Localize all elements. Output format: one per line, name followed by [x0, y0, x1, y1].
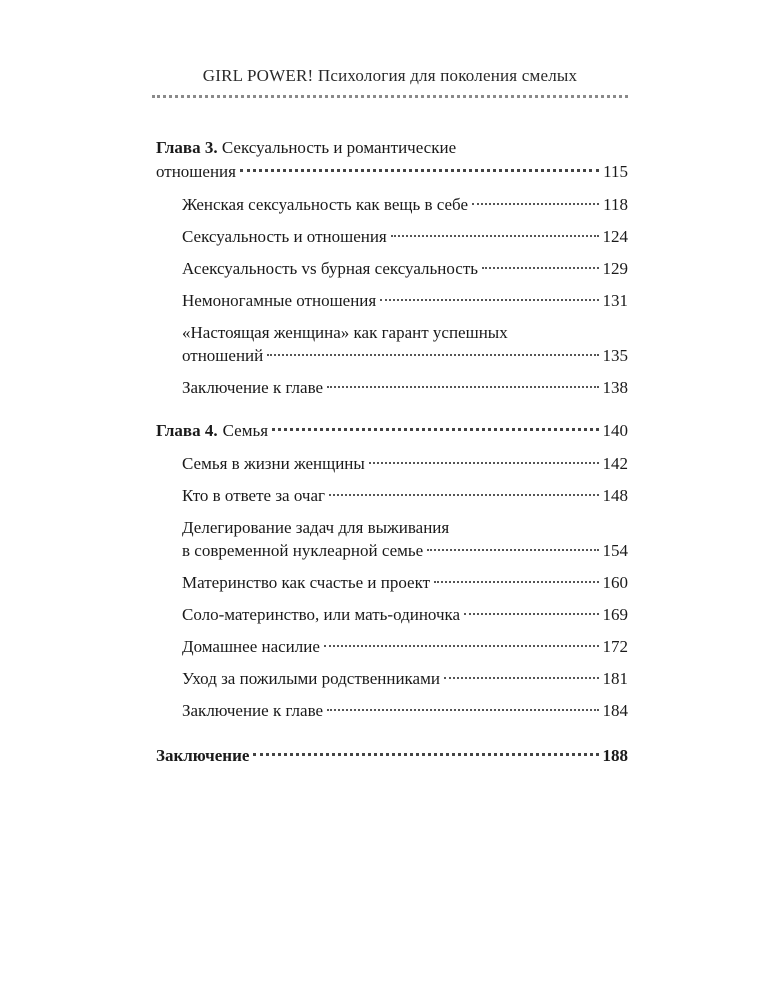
toc-entry-page: 135: [602, 346, 628, 365]
toc-entry-title: Немоногамные отношения: [182, 291, 377, 310]
chapter-4-title: Семья: [222, 421, 269, 440]
dot-leader: [391, 235, 599, 237]
header-dotted-rule: [152, 95, 628, 98]
chapter-3-title-line2[interactable]: [156, 160, 628, 184]
toc-entry[interactable]: [156, 571, 628, 594]
dot-leader: [472, 203, 599, 205]
conclusion-page: 188: [602, 746, 628, 765]
toc-entry-page: 169: [602, 605, 628, 624]
toc-entry-title: Семья в жизни женщины: [182, 454, 365, 473]
chapter-3-title-cont: отношения: [156, 162, 236, 181]
toc-entry[interactable]: [156, 699, 628, 722]
conclusion-section: [156, 744, 628, 768]
toc-entry-title-cont: отношений: [182, 346, 264, 365]
dot-leader: [369, 462, 599, 464]
toc-entry-page: 184: [602, 701, 628, 720]
chapter-3-label: Глава 3.: [156, 138, 218, 157]
toc-entry[interactable]: [156, 321, 628, 367]
dot-leader: [427, 549, 598, 551]
toc-entry-title: Сексуальность и отношения: [182, 227, 387, 246]
toc-entry-title: Делегирование задач для выживания: [182, 518, 450, 537]
dot-leader: [327, 386, 598, 388]
dot-leader: [444, 677, 599, 679]
dot-leader: [327, 709, 598, 711]
chapter-4-section: [156, 419, 628, 722]
toc-entry-page: 142: [602, 454, 628, 473]
toc-entry[interactable]: [156, 376, 628, 399]
toc-entry[interactable]: [156, 484, 628, 507]
toc-entry-page: 172: [602, 637, 628, 656]
toc-entry-title: «Настоящая женщина» как гарант успешных: [182, 323, 508, 342]
dot-leader: [240, 169, 599, 172]
toc-entry[interactable]: [156, 257, 628, 280]
toc-entry-page: 154: [602, 541, 628, 560]
toc-entry-title: Женская сексуальность как вещь в себе: [182, 195, 469, 214]
dot-leader: [329, 494, 599, 496]
dot-leader: [324, 645, 599, 647]
toc-entry-page: 148: [602, 486, 628, 505]
dot-leader: [464, 613, 598, 615]
chapter-3-section: [156, 136, 628, 399]
toc-entry-page: 181: [602, 669, 628, 688]
chapter-4-title-line[interactable]: [156, 419, 628, 443]
table-of-contents: [156, 136, 628, 782]
chapter-3-title-line1[interactable]: [156, 136, 628, 160]
dot-leader: [272, 428, 598, 431]
toc-entry-title: Асексуальность vs бурная сексуальность: [182, 259, 479, 278]
toc-entry-title: Заключение к главе: [182, 378, 324, 397]
chapter-4-page: 140: [602, 421, 628, 440]
conclusion-title: Заключение: [156, 746, 250, 765]
toc-entry-page: 138: [602, 378, 628, 397]
running-header: GIRL POWER! Психология для поколения смелых: [202, 66, 578, 85]
toc-entry[interactable]: [156, 289, 628, 312]
chapter-3-title: Сексуальность и романтические: [221, 138, 457, 157]
toc-entry[interactable]: [156, 667, 628, 690]
toc-entry[interactable]: [156, 516, 628, 562]
toc-entry-title-cont: в современной нуклеарной семье: [182, 541, 424, 560]
toc-entry-page: 124: [602, 227, 628, 246]
chapter-3-page: 115: [603, 162, 628, 181]
toc-entry[interactable]: [156, 452, 628, 475]
chapter-4-label: Глава 4.: [156, 421, 218, 440]
dot-leader: [253, 753, 598, 756]
toc-entry[interactable]: [156, 603, 628, 626]
toc-entry-page: 129: [602, 259, 628, 278]
dot-leader: [434, 581, 598, 583]
toc-entry-title: Материнство как счастье и проект: [182, 573, 431, 592]
toc-entry-page: 118: [603, 195, 628, 214]
dot-leader: [380, 299, 598, 301]
toc-entry-page: 160: [602, 573, 628, 592]
toc-entry[interactable]: [156, 225, 628, 248]
toc-entry-title: Уход за пожилыми родственниками: [182, 669, 440, 688]
toc-entry-title: Заключение к главе: [182, 701, 324, 720]
toc-entry[interactable]: [156, 635, 628, 658]
toc-entry-title: Соло-материнство, или мать-одиночка: [182, 605, 461, 624]
toc-entry-title: Домашнее насилие: [182, 637, 320, 656]
toc-entry-title: Кто в ответе за очаг: [182, 486, 325, 505]
toc-entry-page: 131: [602, 291, 628, 310]
dot-leader: [482, 267, 598, 269]
toc-entry[interactable]: [156, 193, 628, 216]
conclusion-line[interactable]: [156, 744, 628, 768]
dot-leader: [267, 354, 598, 356]
